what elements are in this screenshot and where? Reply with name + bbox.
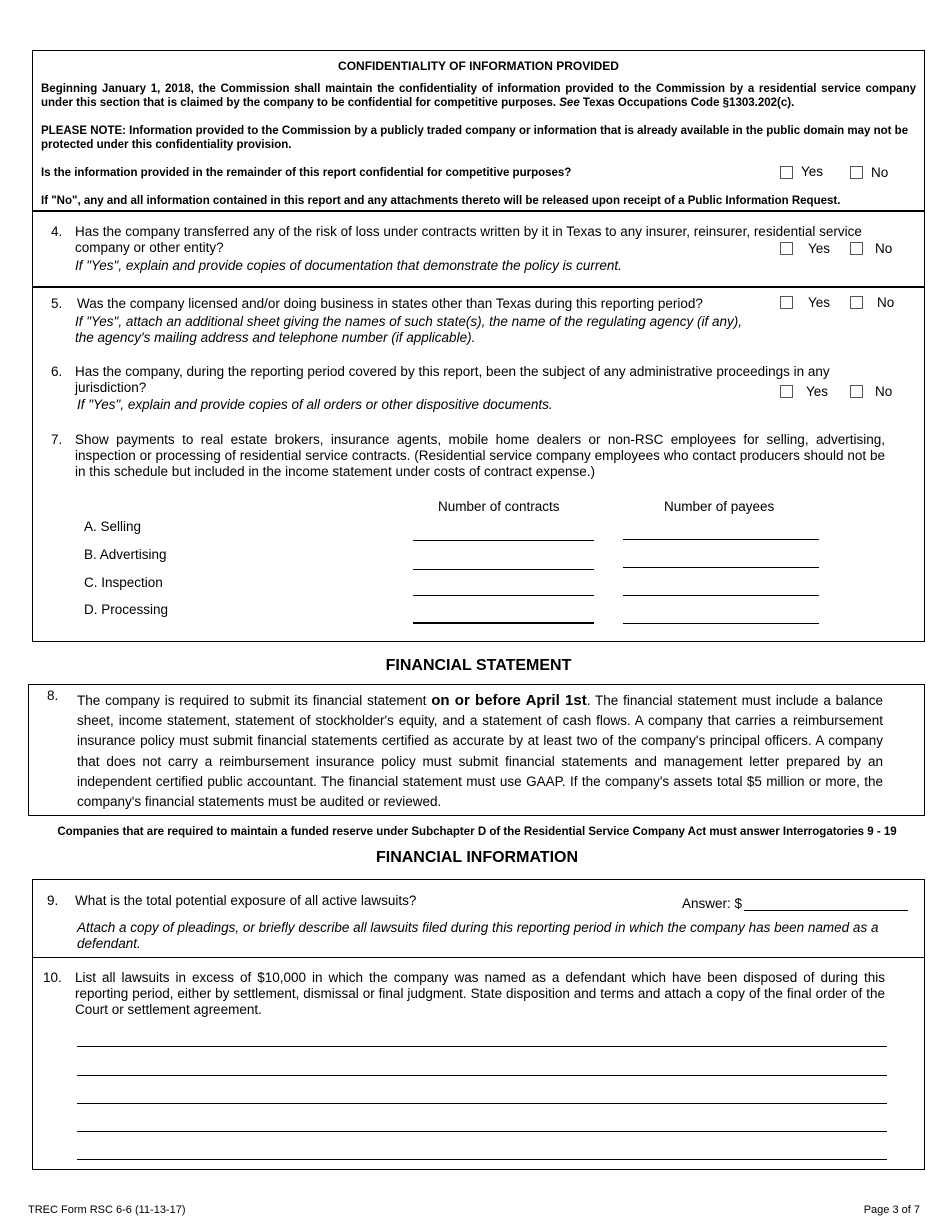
question-5-number: 5. [51, 296, 63, 311]
question-7-text: Show payments to real estate brokers, insurance agents, mobile home dealers or non-RSC employees for selling, advertising, inspection or processing of residential service contracts. (Residential service company employees who contact producers should not be in this schedule but included in the income statement under costs of contract expense.) [75, 432, 885, 479]
selling-contracts-field[interactable] [413, 540, 594, 541]
lawsuit-answer-line-4[interactable] [77, 1131, 887, 1132]
form-identifier: TREC Form RSC 6-6 (11-13-17) [28, 1204, 186, 1216]
public-information-note: If "No", any and all information contained in this report and any attachments thereto will be released upon receipt of a Public Information Request. [41, 195, 841, 207]
question-10-text: List all lawsuits in excess of $10,000 in which the company was named as a defendant which have been disposed of during this reporting period, either by settlement, dismissal or final judgment. State disposition and terms and attach a copy of the final order of the Court or settlement agreement. [75, 970, 885, 1017]
answer-label: Answer: $ [682, 896, 743, 911]
confidential-yes-checkbox[interactable] [780, 166, 793, 179]
funded-reserve-note: Companies that are required to maintain a funded reserve under Subchapter D of the Residential Service Company Act must answer Interrogatories 9 - 19 [57, 826, 897, 838]
question-5-no-label: No [877, 295, 895, 310]
deadline-text: on or before April 1st [431, 692, 587, 709]
question-9-number: 9. [47, 893, 59, 908]
question-4-no-checkbox[interactable] [850, 242, 863, 255]
row-label-advertising: B. Advertising [84, 547, 167, 562]
question-4-yes-label: Yes [808, 241, 831, 256]
inspection-contracts-field[interactable] [413, 595, 594, 596]
financial-statement-text [77, 691, 883, 812]
processing-contracts-field[interactable] [413, 622, 594, 624]
question-8-number: 8. [47, 688, 59, 703]
inspection-payees-field[interactable] [623, 595, 819, 596]
question-6-text: Has the company, during the reporting period covered by this report, been the subject of any administrative proceedings in any jurisdiction? [75, 364, 830, 395]
page-number: Page 3 of 7 [863, 1204, 920, 1216]
question-9-text: What is the total potential exposure of all active lawsuits? [75, 893, 417, 908]
question-6-yes-checkbox[interactable] [780, 385, 793, 398]
column-header-contracts: Number of contracts [438, 499, 560, 514]
question-5-yes-checkbox[interactable] [780, 296, 793, 309]
question-4-note: If "Yes", explain and provide copies of documentation that demonstrate the policy is current. [75, 258, 622, 273]
question-6-no-checkbox[interactable] [850, 385, 863, 398]
question-6-yes-label: Yes [806, 384, 829, 399]
lawsuit-exposure-answer-field[interactable] [744, 910, 908, 911]
see-reference: See [559, 97, 580, 109]
confidential-yes-label: Yes [801, 164, 824, 179]
question-6-note: If "Yes", explain and provide copies of all orders or other dispositive documents. [77, 397, 553, 412]
confidentiality-title: CONFIDENTIALITY OF INFORMATION PROVIDED [338, 59, 619, 73]
row-label-processing: D. Processing [84, 602, 169, 617]
confidentiality-paragraph-1 [41, 82, 916, 110]
processing-payees-field[interactable] [623, 623, 819, 624]
financial-statement-text-a: The company is required to submit its financial statement [77, 693, 432, 708]
question-4-no-label: No [875, 241, 893, 256]
question-9-note: Attach a copy of pleadings, or briefly describe all lawsuits filed during this reporting period in which the company has been named as a defendant. [77, 920, 879, 951]
financial-statement-text-b: . The financial statement must include a balance sheet, income statement, statement of stockholder's equity, and a statement of cash flows. A company that carries a reimbursement insurance policy must submit financial statements certified as accurate by at least two of the company's principal officers. A company that does not carry a reimbursement insurance policy must submit financial statements and management letter prepared by an independent certified public accountant. The financial statement must use GAAP. If the company's assets total $5 million or more, the company's financial statements must be audited or reviewed. [77, 693, 883, 810]
question-5-no-checkbox[interactable] [850, 296, 863, 309]
question-6-number: 6. [51, 364, 63, 379]
question-4-text: Has the company transferred any of the risk of loss under contracts written by it in Texas to any insurer, reinsurer, residential service company or other entity? [75, 224, 862, 255]
confidential-no-label: No [871, 165, 889, 180]
financial-statement-heading: FINANCIAL STATEMENT [385, 657, 572, 674]
question-4-yes-checkbox[interactable] [780, 242, 793, 255]
lawsuit-answer-line-2[interactable] [77, 1075, 887, 1076]
column-header-payees: Number of payees [664, 499, 775, 514]
question-4-number: 4. [51, 224, 63, 239]
question-10-number: 10. [43, 970, 62, 985]
row-label-selling: A. Selling [84, 519, 142, 534]
selling-payees-field[interactable] [623, 539, 819, 540]
row-label-inspection: C. Inspection [84, 575, 163, 590]
please-note-paragraph: PLEASE NOTE: Information provided to the Commission by a publicly traded company or information that is already available in the public domain may not be protected under this confidentiality provision. [41, 125, 909, 151]
confidential-question: Is the information provided in the remainder of this report confidential for competitive purposes? [41, 167, 572, 179]
confidentiality-paragraph-1-main: Beginning January 1, 2018, the Commission shall maintain the confidentiality of information provided to the Commission by a residential service company under this section that is claimed by the company to be confidential for competitive purposes. [41, 83, 916, 109]
question-5-text: Was the company licensed and/or doing business in states other than Texas during this reporting period? [77, 296, 703, 311]
advertising-contracts-field[interactable] [413, 569, 594, 570]
question-5-yes-label: Yes [808, 295, 831, 310]
lawsuit-answer-line-5[interactable] [77, 1159, 887, 1160]
lawsuit-answer-line-1[interactable] [77, 1046, 887, 1047]
question-7-number: 7. [51, 432, 63, 447]
financial-information-heading: FINANCIAL INFORMATION [375, 849, 579, 866]
statute-citation: Texas Occupations Code §1303.202(c). [582, 97, 795, 109]
advertising-payees-field[interactable] [623, 567, 819, 568]
lawsuit-answer-line-3[interactable] [77, 1103, 887, 1104]
confidential-no-checkbox[interactable] [850, 166, 863, 179]
question-5-note: If "Yes", attach an additional sheet giving the names of such state(s), the name of the regulating agency (if any), the agency's mailing address and telephone number (if applicable). [75, 314, 742, 345]
question-6-no-label: No [875, 384, 893, 399]
